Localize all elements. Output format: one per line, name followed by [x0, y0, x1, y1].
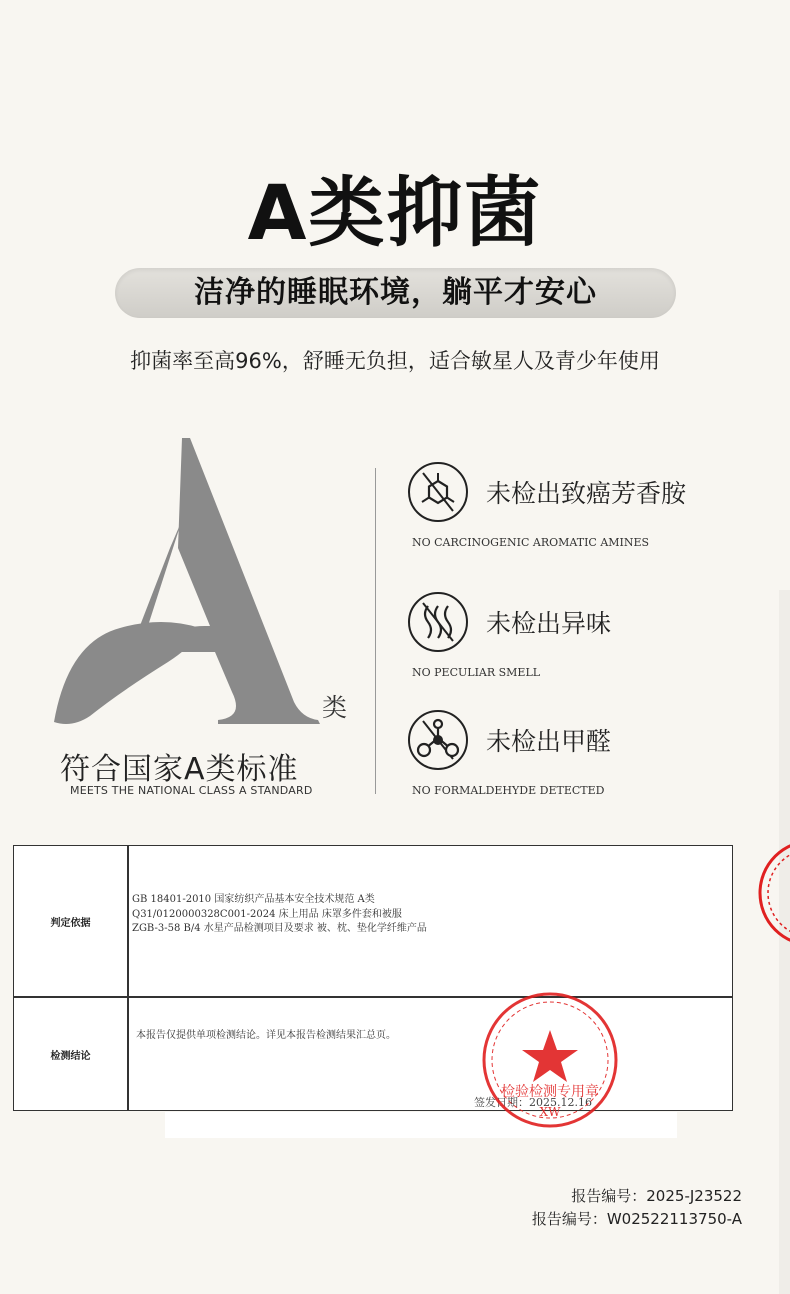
no-molecule-icon [406, 708, 470, 772]
feature-cn: 未检出甲醛 [486, 727, 612, 756]
feature-cn: 未检出异味 [486, 609, 612, 638]
feature-en: NO FORMALDEHYDE DETECTED [412, 784, 605, 797]
no-benzene-ring-icon [406, 460, 470, 524]
report-number: 报告编号：2025-J23522 [571, 1187, 742, 1205]
divider [375, 468, 376, 794]
description-text: 抑菌率至高96%，舒睡无负担，适合敏星人及青少年使用 [130, 349, 660, 373]
test-report-table [13, 845, 733, 1111]
no-smell-icon [406, 590, 470, 654]
seal-label: 检验检测专用章 [501, 1084, 599, 1100]
conclusion-label: 检测结论 [50, 1051, 91, 1062]
standard-cn: 符合国家A类标准 [60, 752, 299, 787]
slogan-pill: 洁净的睡眠环境，躺平才安心 [115, 268, 676, 318]
official-seal-icon [480, 990, 620, 1130]
seal-code: XW [539, 1105, 561, 1119]
feature-cn: 未检出致癌芳香胺 [486, 479, 687, 508]
feature-en: NO CARCINOGENIC AROMATIC AMINES [412, 536, 650, 549]
basis-label: 判定依据 [50, 918, 91, 929]
conclusion-text: 本报告仅提供单项检测结论。详见本报告检测结果汇总页。 [136, 1030, 396, 1041]
class-char: 类 [322, 693, 348, 722]
class-a-logo-icon [50, 430, 320, 730]
report-number: 报告编号：W02522113750-A [531, 1210, 742, 1228]
partial-seal-icon [752, 838, 790, 948]
sign-date: 签发日期：2025.12.16 [474, 1096, 592, 1109]
basis-text: GB 18401-2010 国家纺织产品基本安全技术规范 A类 Q31/0120000328C001-2024 床上用品 床罩多件套和被服 ZGB-3-58 B/4 水星产品检测项目及要求 被、枕、垫化学纤维产品 [132, 894, 427, 934]
feature-en: NO PECULIAR SMELL [412, 666, 541, 679]
page-title: A类抑菌 [247, 168, 543, 257]
standard-en: MEETS THE NATIONAL CLASS A STANDARD [70, 784, 313, 797]
